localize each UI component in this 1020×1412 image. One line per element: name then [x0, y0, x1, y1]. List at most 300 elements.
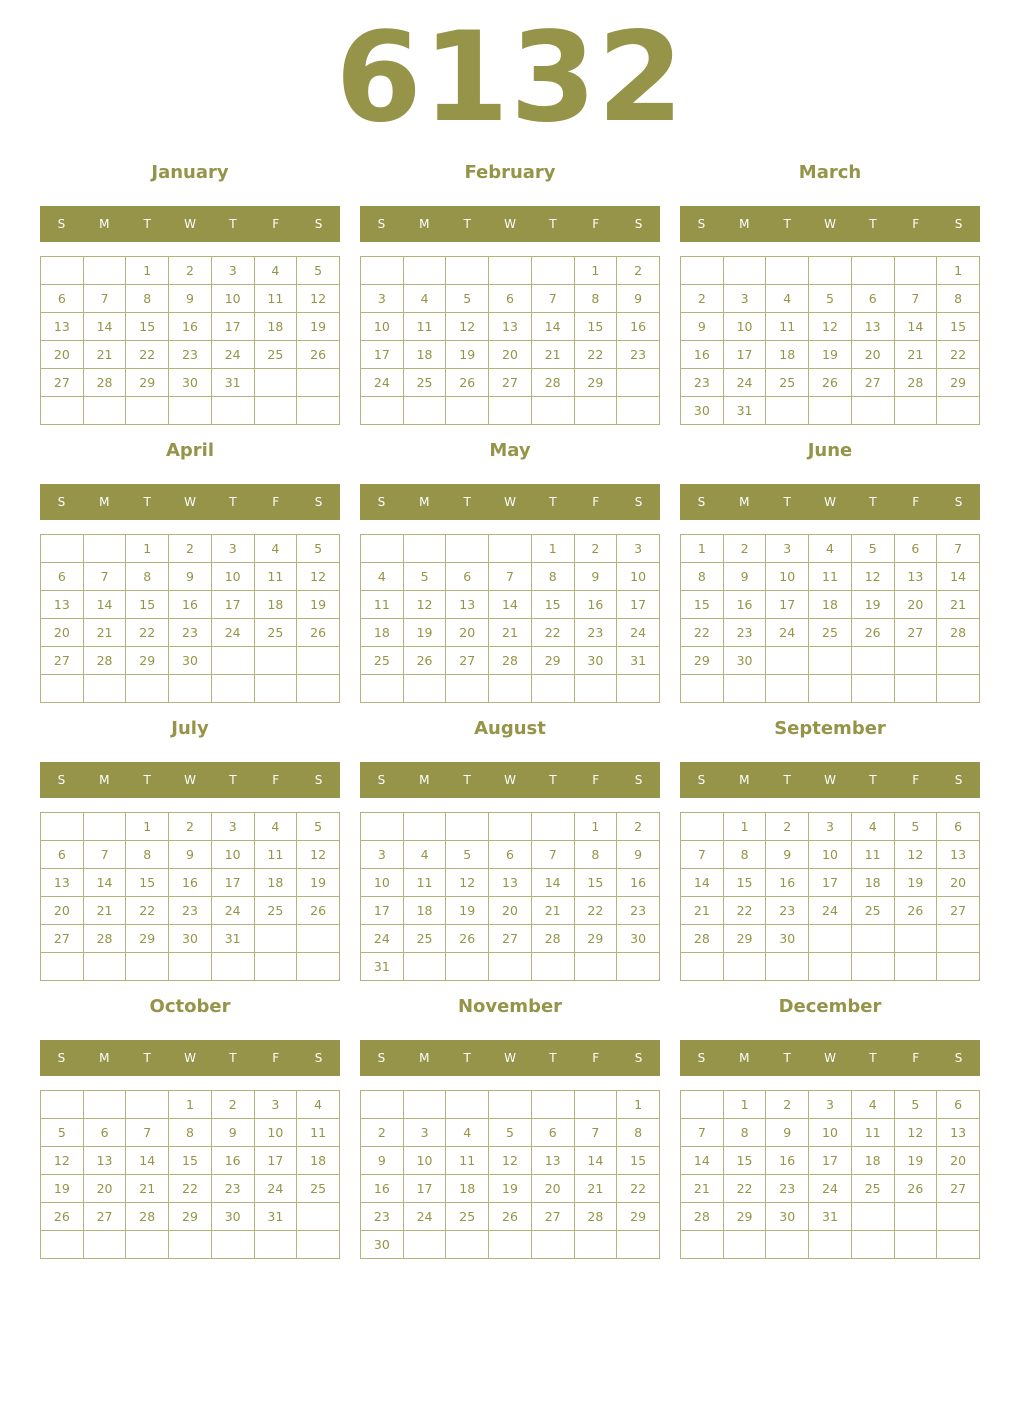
day-cell: 22 [681, 619, 724, 647]
day-cell: 14 [83, 591, 126, 619]
day-cell [254, 397, 297, 425]
day-cell: 25 [254, 619, 297, 647]
day-cell: 24 [617, 619, 660, 647]
day-cell: 27 [894, 619, 937, 647]
weekday-label: S [954, 217, 963, 231]
day-cell: 3 [211, 535, 254, 563]
week-row [681, 313, 980, 341]
day-cell: 22 [937, 341, 980, 369]
week-row [361, 591, 660, 619]
day-cell: 24 [211, 897, 254, 925]
day-cell: 17 [361, 897, 404, 925]
day-cell [617, 397, 660, 425]
day-cell: 30 [361, 1231, 404, 1259]
day-cell: 14 [83, 313, 126, 341]
day-cell: 17 [766, 591, 809, 619]
day-cell: 7 [681, 841, 724, 869]
day-cell: 28 [83, 647, 126, 675]
month-name: February [464, 162, 556, 183]
day-cell [894, 647, 937, 675]
weekday-label: M [99, 773, 110, 787]
day-cell: 28 [83, 925, 126, 953]
weekday-label: W [824, 773, 836, 787]
day-cell [894, 675, 937, 703]
day-grid [680, 812, 980, 981]
day-cell: 16 [211, 1147, 254, 1175]
weekday-header [40, 484, 340, 520]
day-cell: 3 [617, 535, 660, 563]
day-cell [851, 647, 894, 675]
day-cell: 7 [531, 841, 574, 869]
weekday-label: F [272, 1051, 280, 1065]
day-cell: 8 [574, 285, 617, 313]
day-cell [254, 369, 297, 397]
day-cell [83, 397, 126, 425]
day-cell: 24 [403, 1203, 446, 1231]
weekday-label: T [463, 495, 471, 509]
day-cell [531, 675, 574, 703]
weekday-label: T [463, 217, 471, 231]
day-cell: 11 [297, 1119, 340, 1147]
day-cell: 10 [617, 563, 660, 591]
day-cell [681, 257, 724, 285]
day-cell [851, 675, 894, 703]
day-cell: 17 [211, 313, 254, 341]
day-cell: 16 [574, 591, 617, 619]
day-cell: 3 [809, 813, 852, 841]
day-cell [403, 953, 446, 981]
day-cell: 11 [446, 1147, 489, 1175]
day-cell: 26 [41, 1203, 84, 1231]
month-name: May [489, 440, 531, 461]
day-cell [403, 257, 446, 285]
day-cell: 20 [894, 591, 937, 619]
month-name: September [774, 718, 886, 739]
week-row [41, 841, 340, 869]
weekday-label: S [57, 217, 66, 231]
day-cell [766, 397, 809, 425]
day-cell: 13 [41, 591, 84, 619]
day-cell: 13 [937, 841, 980, 869]
day-cell: 7 [574, 1119, 617, 1147]
day-cell: 18 [766, 341, 809, 369]
day-cell [41, 1091, 84, 1119]
day-cell: 5 [851, 535, 894, 563]
day-cell: 21 [83, 897, 126, 925]
day-cell: 16 [681, 341, 724, 369]
day-cell: 29 [681, 647, 724, 675]
weekday-label: S [954, 495, 963, 509]
day-cell [937, 1203, 980, 1231]
weekday-header [680, 206, 980, 242]
day-cell: 20 [41, 897, 84, 925]
weekday-label: T [463, 773, 471, 787]
day-cell: 21 [531, 341, 574, 369]
day-cell: 25 [446, 1203, 489, 1231]
day-cell: 12 [894, 841, 937, 869]
weekday-label: M [739, 495, 750, 509]
day-cell: 16 [361, 1175, 404, 1203]
weekday-label: M [419, 1051, 430, 1065]
day-cell [937, 953, 980, 981]
day-cell: 15 [126, 313, 169, 341]
weekday-label: S [57, 1051, 66, 1065]
weekday-label: F [272, 217, 280, 231]
day-cell [766, 257, 809, 285]
day-cell [169, 1231, 212, 1259]
day-cell: 23 [169, 619, 212, 647]
day-cell: 10 [809, 1119, 852, 1147]
day-cell: 23 [723, 619, 766, 647]
weekday-label: T [143, 773, 151, 787]
day-cell: 5 [41, 1119, 84, 1147]
weekday-label: T [783, 495, 791, 509]
day-cell: 8 [574, 841, 617, 869]
day-cell: 13 [446, 591, 489, 619]
week-row [681, 1203, 980, 1231]
day-cell: 5 [403, 563, 446, 591]
day-cell: 26 [446, 369, 489, 397]
day-cell: 7 [83, 285, 126, 313]
day-cell [766, 675, 809, 703]
day-cell [446, 535, 489, 563]
day-cell: 9 [766, 841, 809, 869]
day-cell: 10 [211, 285, 254, 313]
day-cell: 30 [211, 1203, 254, 1231]
day-cell: 8 [126, 285, 169, 313]
day-cell: 22 [574, 897, 617, 925]
weekday-label: W [824, 495, 836, 509]
weekday-label: M [419, 217, 430, 231]
day-cell [681, 675, 724, 703]
day-cell: 20 [41, 619, 84, 647]
day-cell [531, 813, 574, 841]
week-row [361, 257, 660, 285]
day-cell: 5 [446, 285, 489, 313]
day-cell: 19 [894, 869, 937, 897]
day-cell [126, 397, 169, 425]
day-cell: 11 [851, 841, 894, 869]
day-cell: 30 [169, 369, 212, 397]
day-cell: 4 [254, 813, 297, 841]
week-row [361, 897, 660, 925]
weekday-label: W [504, 495, 516, 509]
day-cell: 12 [403, 591, 446, 619]
day-cell [126, 953, 169, 981]
day-cell: 24 [361, 369, 404, 397]
day-cell: 26 [297, 341, 340, 369]
day-cell [574, 397, 617, 425]
day-cell: 11 [403, 869, 446, 897]
day-cell: 6 [531, 1119, 574, 1147]
week-row [361, 369, 660, 397]
day-cell [211, 1231, 254, 1259]
day-cell [446, 1231, 489, 1259]
day-cell: 30 [169, 925, 212, 953]
weekday-label: S [314, 495, 323, 509]
day-cell [851, 953, 894, 981]
day-cell: 9 [169, 563, 212, 591]
weekday-label: F [592, 217, 600, 231]
day-cell [83, 953, 126, 981]
day-cell: 14 [681, 869, 724, 897]
day-cell [211, 647, 254, 675]
day-cell: 17 [403, 1175, 446, 1203]
week-row [41, 1119, 340, 1147]
day-cell [83, 535, 126, 563]
day-grid [680, 1090, 980, 1259]
day-cell [681, 813, 724, 841]
day-cell: 14 [83, 869, 126, 897]
weekday-label: S [954, 1051, 963, 1065]
day-cell [169, 675, 212, 703]
week-row [681, 925, 980, 953]
day-cell [809, 953, 852, 981]
day-cell: 2 [617, 813, 660, 841]
weekday-label: T [229, 1051, 237, 1065]
day-cell: 10 [403, 1147, 446, 1175]
day-cell: 25 [851, 897, 894, 925]
day-cell: 15 [617, 1147, 660, 1175]
weekday-label: S [697, 773, 706, 787]
day-cell [681, 1231, 724, 1259]
day-cell: 21 [531, 897, 574, 925]
week-row [681, 813, 980, 841]
day-cell: 10 [211, 563, 254, 591]
day-cell: 29 [531, 647, 574, 675]
day-cell: 27 [41, 369, 84, 397]
day-cell: 28 [531, 925, 574, 953]
day-cell: 12 [809, 313, 852, 341]
weekday-header [680, 1040, 980, 1076]
day-cell: 15 [723, 869, 766, 897]
day-grid [40, 534, 340, 703]
weekday-label: W [824, 217, 836, 231]
day-cell: 13 [41, 313, 84, 341]
day-cell: 26 [297, 897, 340, 925]
day-cell [403, 675, 446, 703]
day-cell [574, 1231, 617, 1259]
day-cell: 17 [809, 869, 852, 897]
day-cell [297, 925, 340, 953]
week-row [361, 675, 660, 703]
week-row [361, 841, 660, 869]
day-cell: 7 [83, 563, 126, 591]
day-cell [403, 1091, 446, 1119]
weekday-label: W [184, 773, 196, 787]
day-cell: 27 [41, 647, 84, 675]
day-cell: 7 [894, 285, 937, 313]
day-cell: 6 [894, 535, 937, 563]
day-cell [894, 1203, 937, 1231]
weekday-header [40, 1040, 340, 1076]
day-cell: 8 [723, 1119, 766, 1147]
day-cell: 25 [851, 1175, 894, 1203]
day-cell: 1 [574, 257, 617, 285]
day-cell [361, 675, 404, 703]
weekday-label: T [143, 217, 151, 231]
day-cell: 6 [41, 841, 84, 869]
day-cell: 25 [403, 369, 446, 397]
day-cell: 28 [574, 1203, 617, 1231]
weekday-label: S [634, 217, 643, 231]
day-cell: 31 [617, 647, 660, 675]
day-cell: 5 [894, 813, 937, 841]
day-cell: 1 [126, 813, 169, 841]
day-cell: 6 [83, 1119, 126, 1147]
day-cell: 3 [766, 535, 809, 563]
week-row [681, 619, 980, 647]
week-row [681, 1091, 980, 1119]
day-cell: 13 [489, 869, 532, 897]
weekday-label: M [419, 495, 430, 509]
day-cell: 2 [766, 813, 809, 841]
day-cell [894, 257, 937, 285]
week-row [41, 1091, 340, 1119]
day-cell: 14 [126, 1147, 169, 1175]
weekday-label: T [783, 773, 791, 787]
week-row [361, 1203, 660, 1231]
day-cell: 22 [126, 619, 169, 647]
day-grid [680, 534, 980, 703]
day-cell: 4 [403, 841, 446, 869]
day-cell: 18 [403, 341, 446, 369]
day-cell [489, 675, 532, 703]
weekday-header [360, 762, 660, 798]
day-cell: 21 [489, 619, 532, 647]
day-cell [937, 397, 980, 425]
week-row [41, 369, 340, 397]
day-cell: 12 [851, 563, 894, 591]
day-cell: 23 [574, 619, 617, 647]
day-cell: 16 [617, 869, 660, 897]
day-cell [403, 813, 446, 841]
day-grid [360, 256, 660, 425]
day-cell: 27 [41, 925, 84, 953]
weekday-label: W [504, 217, 516, 231]
day-cell [574, 953, 617, 981]
day-cell: 29 [126, 369, 169, 397]
day-cell: 6 [489, 285, 532, 313]
day-cell [809, 647, 852, 675]
day-cell [937, 675, 980, 703]
day-cell [297, 1231, 340, 1259]
day-cell: 6 [851, 285, 894, 313]
weekday-label: F [912, 495, 920, 509]
day-cell: 6 [41, 563, 84, 591]
month-name: December [778, 996, 882, 1017]
day-cell: 20 [937, 869, 980, 897]
day-cell: 1 [126, 257, 169, 285]
day-cell [531, 1091, 574, 1119]
day-cell: 13 [83, 1147, 126, 1175]
day-cell [403, 535, 446, 563]
day-cell [361, 813, 404, 841]
weekday-header [360, 484, 660, 520]
day-cell: 1 [574, 813, 617, 841]
day-cell: 23 [361, 1203, 404, 1231]
day-cell: 20 [83, 1175, 126, 1203]
day-cell [361, 257, 404, 285]
day-cell [617, 675, 660, 703]
day-cell: 15 [681, 591, 724, 619]
day-cell [681, 953, 724, 981]
week-row [681, 563, 980, 591]
day-cell: 9 [723, 563, 766, 591]
day-cell: 17 [361, 341, 404, 369]
day-cell: 29 [574, 925, 617, 953]
day-cell: 2 [211, 1091, 254, 1119]
day-cell: 1 [681, 535, 724, 563]
week-row [41, 813, 340, 841]
day-cell: 12 [489, 1147, 532, 1175]
day-cell: 25 [254, 341, 297, 369]
weekday-header [360, 206, 660, 242]
day-cell: 11 [851, 1119, 894, 1147]
weekday-label: M [99, 217, 110, 231]
day-cell [574, 1091, 617, 1119]
weekday-label: S [314, 217, 323, 231]
day-cell: 15 [574, 313, 617, 341]
day-cell [489, 953, 532, 981]
day-cell: 9 [574, 563, 617, 591]
day-cell [723, 675, 766, 703]
day-cell [851, 925, 894, 953]
day-cell: 3 [211, 257, 254, 285]
week-row [361, 869, 660, 897]
day-cell: 6 [446, 563, 489, 591]
day-cell [297, 675, 340, 703]
day-cell [531, 257, 574, 285]
day-cell [681, 1091, 724, 1119]
day-cell [766, 1231, 809, 1259]
day-cell: 14 [937, 563, 980, 591]
weekday-label: F [592, 1051, 600, 1065]
day-cell: 11 [361, 591, 404, 619]
weekday-label: F [592, 773, 600, 787]
day-cell [851, 1231, 894, 1259]
day-cell: 5 [297, 257, 340, 285]
day-cell: 19 [297, 869, 340, 897]
day-cell [531, 953, 574, 981]
day-cell: 26 [489, 1203, 532, 1231]
day-cell: 8 [937, 285, 980, 313]
month-name: October [149, 996, 231, 1017]
month-name: April [165, 440, 215, 461]
weekday-label: F [912, 1051, 920, 1065]
day-cell [297, 1203, 340, 1231]
day-cell: 28 [83, 369, 126, 397]
day-cell: 10 [254, 1119, 297, 1147]
month-name: March [798, 162, 862, 183]
day-cell: 9 [617, 285, 660, 313]
day-cell: 28 [681, 1203, 724, 1231]
day-cell: 29 [126, 925, 169, 953]
day-cell: 4 [851, 1091, 894, 1119]
day-cell [254, 925, 297, 953]
day-cell: 17 [809, 1147, 852, 1175]
day-cell: 5 [297, 535, 340, 563]
weekday-header [680, 762, 980, 798]
day-cell [531, 1231, 574, 1259]
day-cell: 9 [766, 1119, 809, 1147]
day-cell: 1 [617, 1091, 660, 1119]
weekday-label: T [229, 495, 237, 509]
day-cell: 21 [894, 341, 937, 369]
week-row [681, 1231, 980, 1259]
week-row [41, 647, 340, 675]
day-cell: 22 [723, 897, 766, 925]
